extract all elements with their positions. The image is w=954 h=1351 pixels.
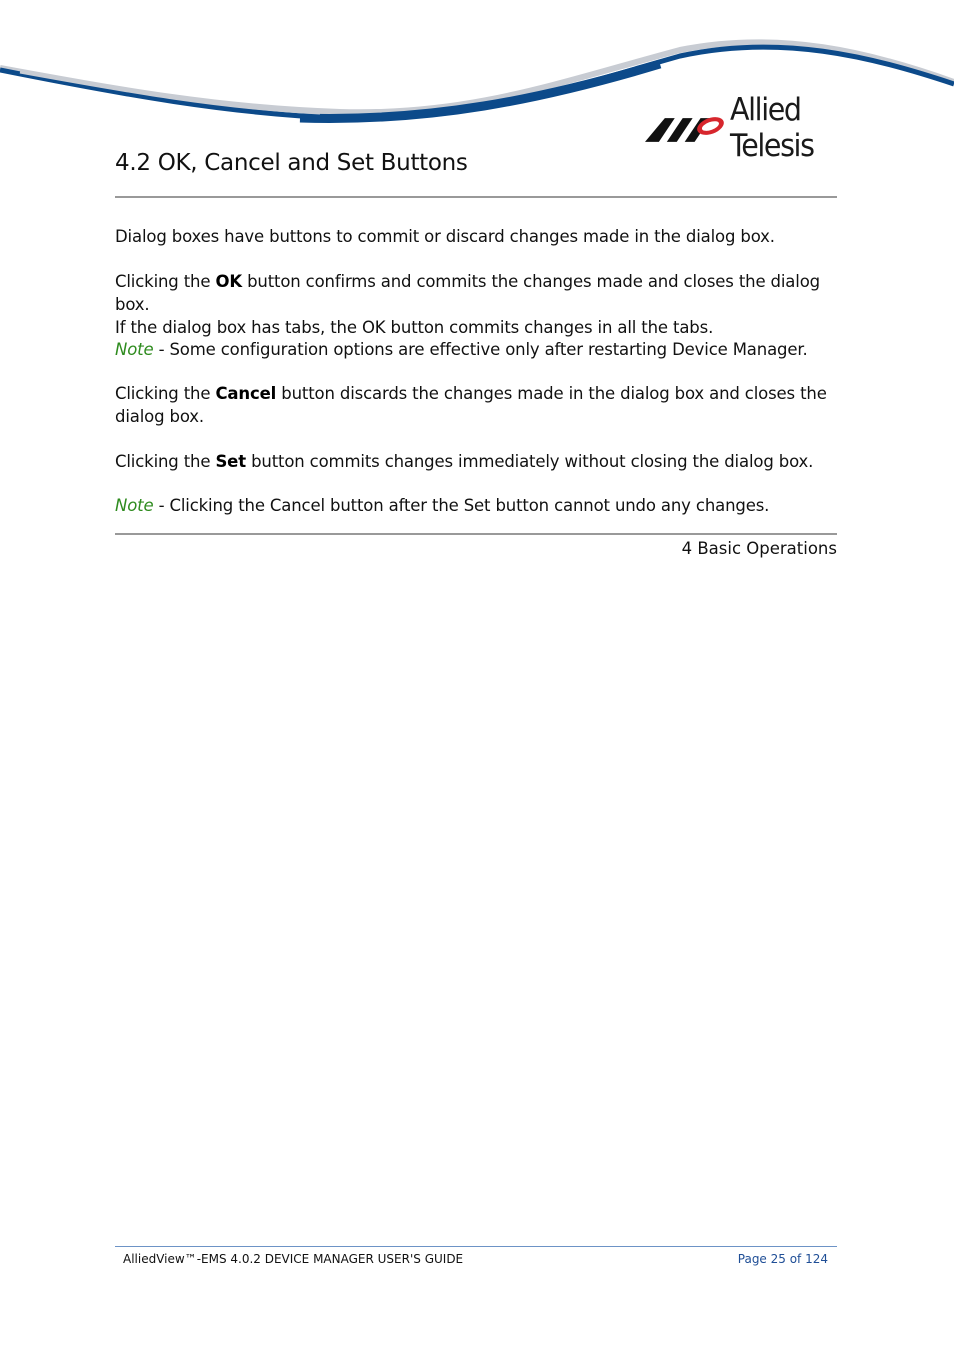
note-cancel-after-set (115, 494, 845, 517)
cancel-post: button discards the changes made in the dialog box and closes the dialog box. (115, 384, 827, 426)
note-cancel-text: - Clicking the Cancel button after the Set button cannot undo any changes. (153, 496, 770, 515)
note-label: Note (115, 496, 154, 515)
cancel-keyword: Cancel (215, 384, 277, 403)
section-end-divider (115, 533, 837, 535)
paragraph-set (115, 450, 845, 473)
section-footer: 4 Basic Operations (681, 539, 837, 558)
note-restart (115, 338, 845, 361)
note-label: Note (115, 340, 154, 359)
logo-text: Allied Telesis (730, 92, 814, 164)
page-title: 4.2 OK, Cancel and Set Buttons (115, 150, 468, 176)
footer-page-number: Page 25 of 124 (737, 1252, 828, 1266)
ok-keyword: OK (215, 272, 242, 291)
title-divider (115, 196, 837, 198)
allied-telesis-logo (645, 92, 905, 164)
paragraph-cancel (115, 382, 845, 428)
set-keyword: Set (215, 452, 246, 471)
ok-line2: If the dialog box has tabs, the OK button commits changes in all the tabs. (115, 318, 714, 337)
set-post: button commits changes immediately without closing the dialog box. (245, 452, 814, 471)
cancel-pre: Clicking the (115, 384, 216, 403)
logo-mark-icon (645, 112, 726, 144)
set-pre: Clicking the (115, 452, 216, 471)
ok-pre: Clicking the (115, 272, 216, 291)
ok-post: button confirms and commits the changes made and closes the dialog box. (115, 272, 820, 314)
paragraph-intro: Dialog boxes have buttons to commit or discard changes made in the dialog box. (115, 227, 775, 246)
footer-guide-title: AlliedView™-EMS 4.0.2 DEVICE MANAGER USER'S GUIDE (123, 1252, 464, 1266)
note-restart-text: - Some configuration options are effective only after restarting Device Manager. (153, 340, 808, 359)
footer-divider (115, 1246, 837, 1247)
paragraph-ok (115, 270, 845, 339)
